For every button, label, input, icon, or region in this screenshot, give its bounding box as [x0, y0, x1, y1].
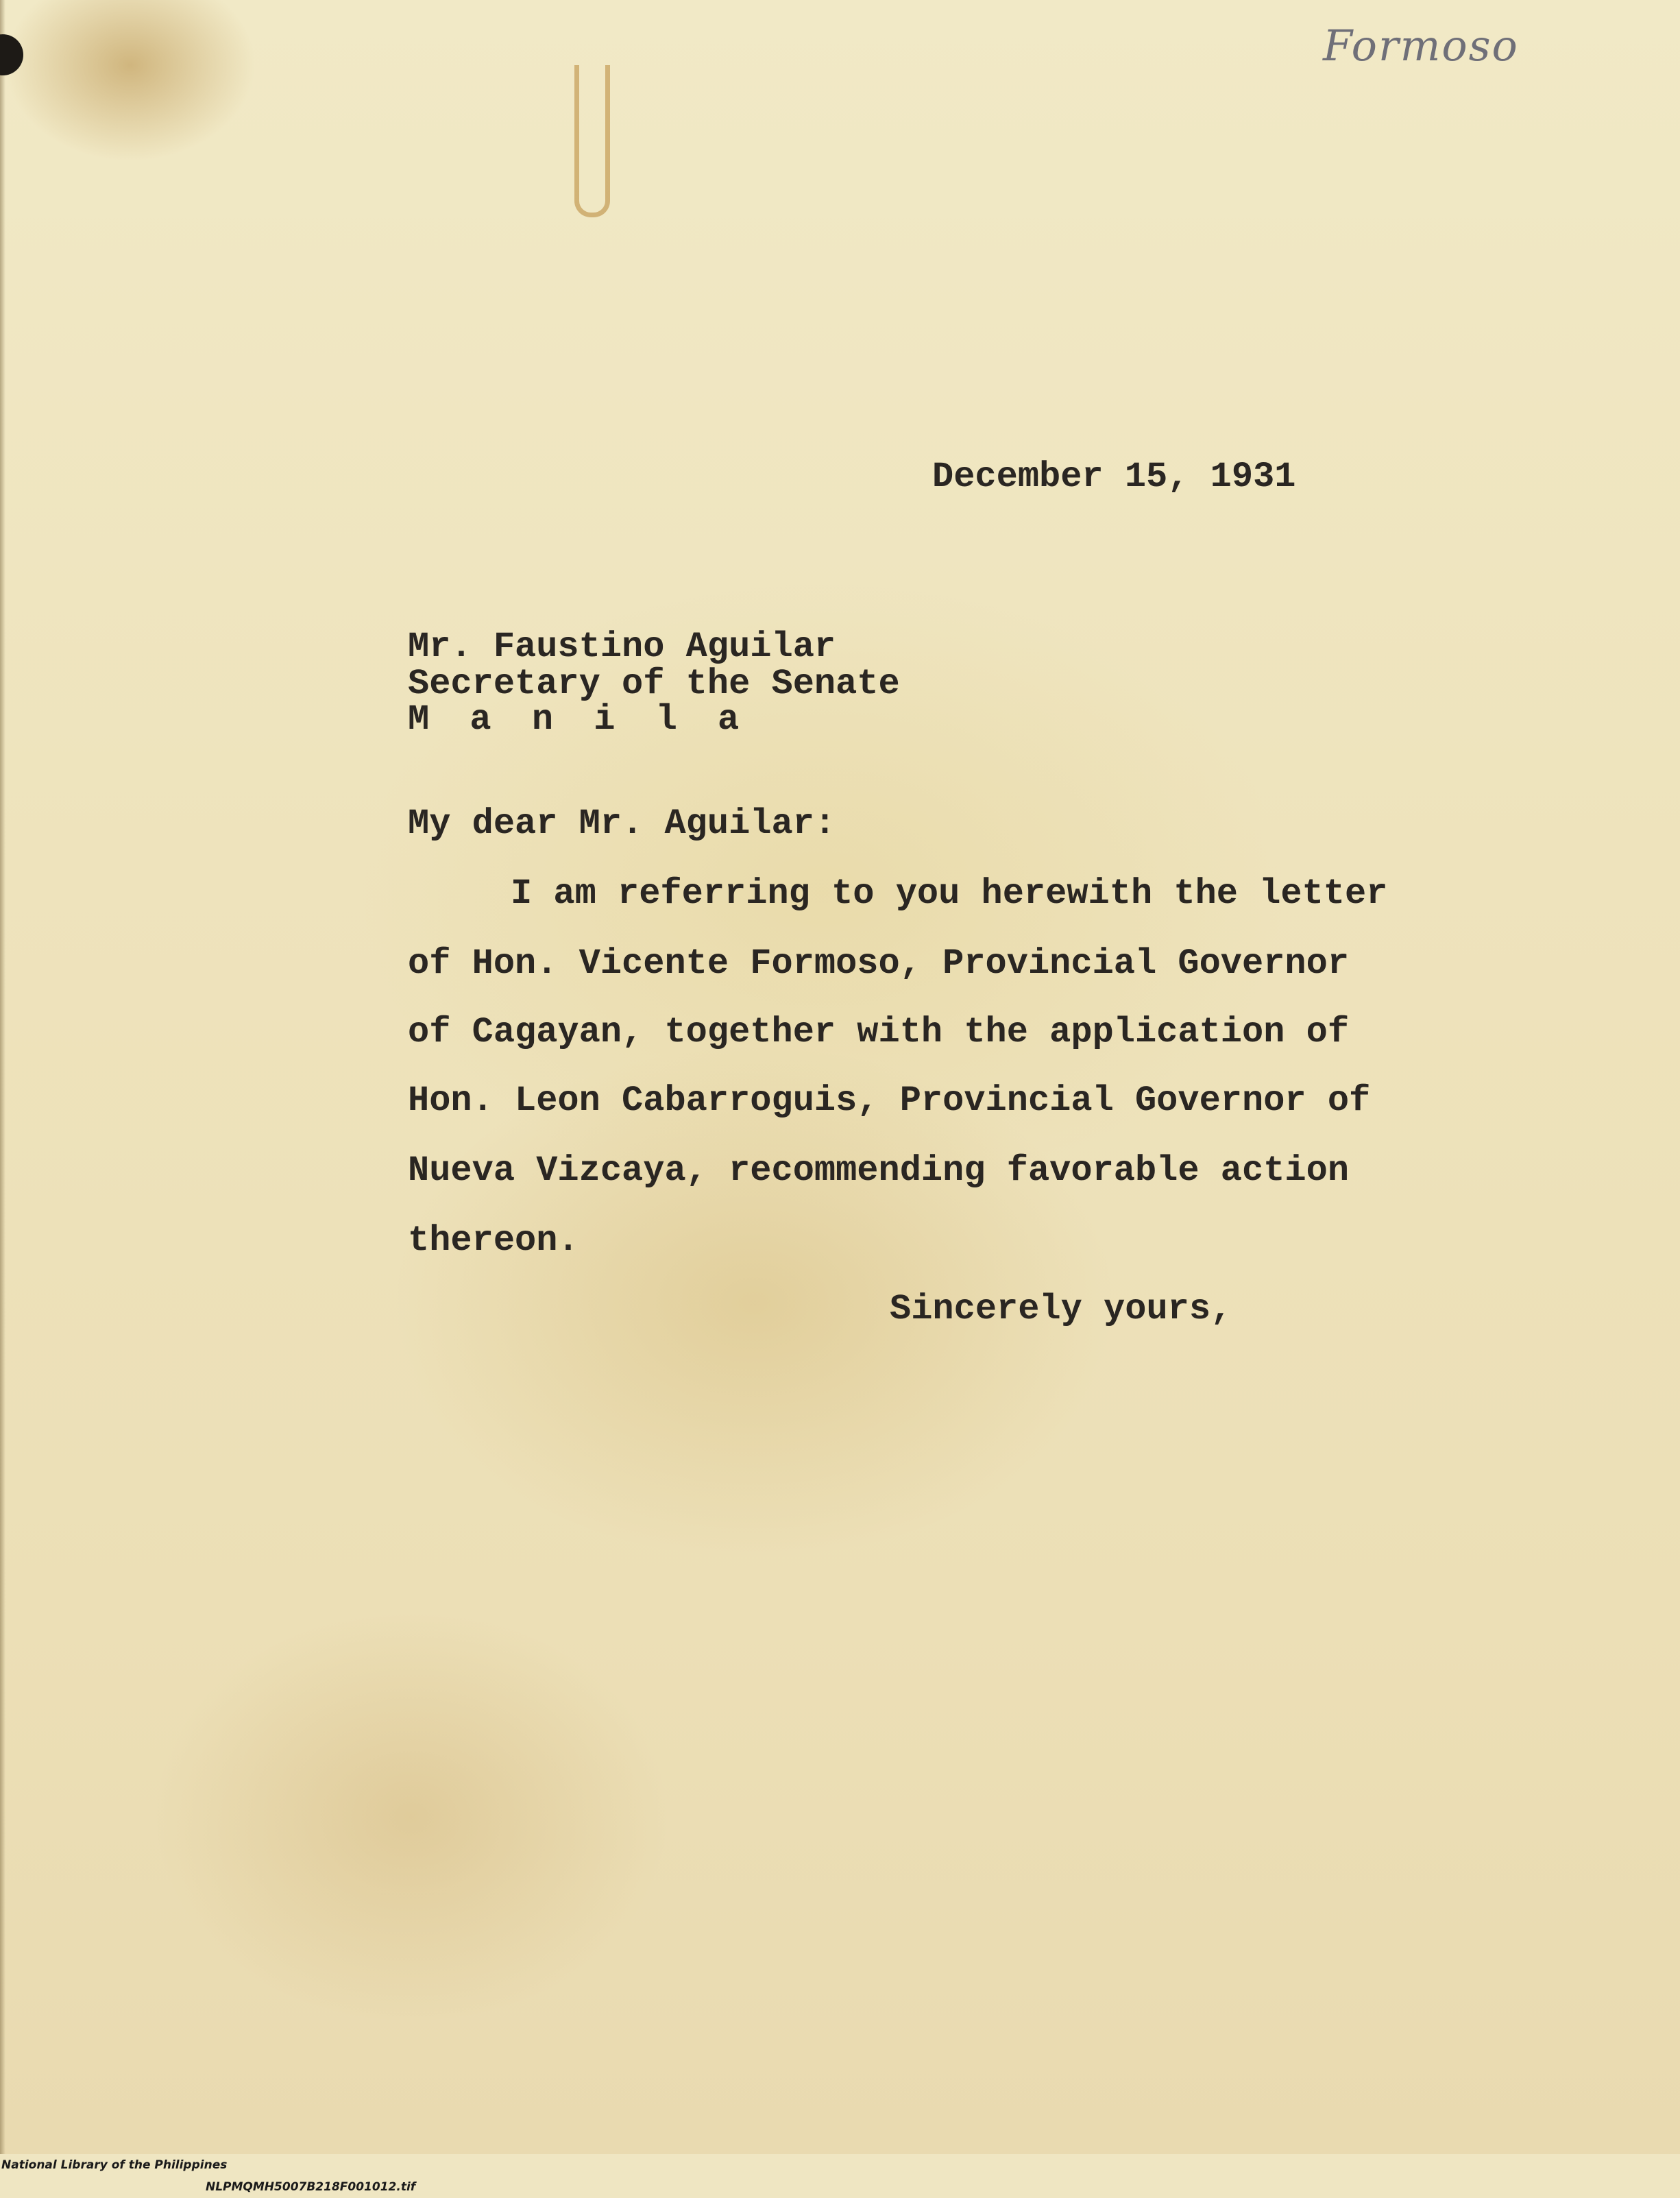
page-edge-shadow	[0, 0, 5, 2154]
handwritten-note: Formoso	[1323, 21, 1519, 71]
salutation: My dear Mr. Aguilar:	[408, 804, 836, 844]
recipient-title: Secretary of the Senate	[408, 664, 900, 704]
recipient-city: M a n i l a	[408, 699, 749, 740]
paperclip-stain	[574, 65, 610, 217]
body-line: Nueva Vizcaya, recommending favorable action	[408, 1150, 1350, 1191]
closing: Sincerely yours,	[890, 1289, 1232, 1329]
scan-filename: NLPMQMH5007B218F001012.tif	[206, 2180, 416, 2194]
body-line: thereon.	[408, 1220, 579, 1261]
body-line: of Cagayan, together with the application of	[408, 1012, 1350, 1052]
body-line: of Hon. Vicente Formoso, Provincial Governor	[408, 943, 1350, 984]
body-line: Hon. Leon Cabarroguis, Provincial Governor of	[408, 1080, 1371, 1121]
body-line: I am referring to you herewith the letter	[511, 873, 1388, 914]
library-credit: National Library of the Philippines	[1, 2158, 228, 2172]
recipient-name: Mr. Faustino Aguilar	[408, 627, 836, 667]
punch-hole	[0, 34, 23, 75]
scan-footer	[0, 2132, 1680, 2194]
letter-date: December 15, 1931	[932, 457, 1296, 497]
